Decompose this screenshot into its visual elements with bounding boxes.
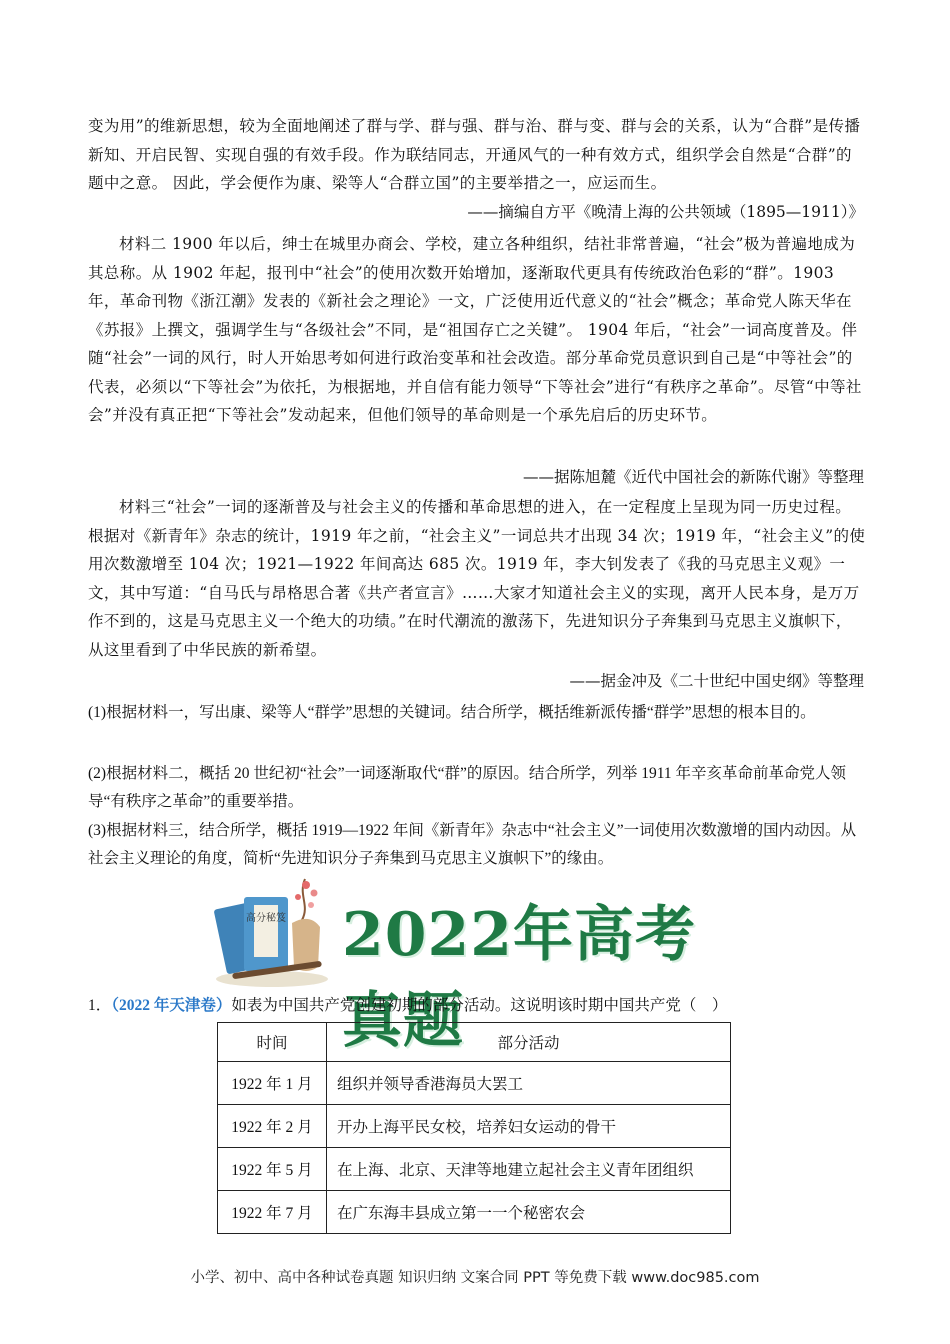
table-row	[218, 1105, 731, 1148]
book-cover-text: 高分秘笈	[246, 913, 286, 924]
cell-time: 1922 年 7 月	[218, 1191, 327, 1234]
question-1	[88, 993, 727, 1019]
books-illustration	[210, 875, 335, 990]
activities-table	[217, 1022, 731, 1234]
question-2-prompt: (2)根据材料二，概括 20 世纪初“社会”一词逐渐取代“群”的原因。结合所学，列举 1911 年辛亥革命前革命党人领导“有秩序之革命”的重要举措。	[88, 765, 847, 810]
material2-source: ——据陈旭麓《近代中国社会的新陈代谢》等整理	[522, 468, 864, 486]
cell-time: 1922 年 1 月	[218, 1062, 327, 1105]
header-time: 时间	[218, 1023, 327, 1062]
material1-source: ——摘编自方平《晚清上海的公共领域（1895—1911）》	[467, 203, 864, 221]
source-tag: （2022 年天津卷）	[111, 997, 232, 1014]
material2-text: 材料二 1900 年以后，绅士在城里办商会、学校，建立各种组织，结社非常普遍，“社会”极为普遍地成为其总称。从 1902 年起，报刊中“社会”的使用次数开始增加，逐渐取代更具有传统政治色彩的“群”。1903 年，革命刊物《浙江潮》发表的《新社会之理论》一文，广泛使用近代意义的“社会”概念；革命党人陈天华在《苏报》上撰文，强调学生与“各级社会”不同，是“祖国存亡之关键”。 1904 年后，“社会”一词高度普及。伴随“社会”一词的风行，时人开始思考如何进行政治变革和社会改造。部分革命党员意识到自己是“中等社会”的代表，必须以“下等社会”为依托，为根据地，并自信有能力领导“下等社会”进行“有秩序之革命”。尽管“中等社会”并没有真正把“下等社会”发动起来，但他们领导的革命则是一个承先启后的历史环节。	[88, 235, 862, 424]
table-row	[218, 1062, 731, 1105]
question-number: 1．	[88, 997, 112, 1014]
table-row	[218, 1191, 731, 1234]
cell-activity: 在上海、北京、天津等地建立起社会主义青年团组织	[327, 1148, 731, 1191]
banner-title: 2022年高考真题	[342, 900, 696, 1056]
cell-activity: 组织并领导香港海员大罢工	[327, 1062, 731, 1105]
cell-activity: 在广东海丰县成立第一一个秘密农会	[327, 1191, 731, 1234]
table-row	[218, 1148, 731, 1191]
question-3-prompt: (3)根据材料三，结合所学，概括 1919—1922 年间《新青年》杂志中“社会主义”一词使用次数激增的国内动因。从社会主义理论的角度，简析“先进知识分子奔集到马克思主义旗帜下”的缘由。	[88, 822, 857, 867]
table-header-row	[218, 1023, 731, 1062]
cell-time: 1922 年 2 月	[218, 1105, 327, 1148]
question-1-prompt: (1)根据材料一，写出康、梁等人“群学”思想的关键词。结合所学，概括维新派传播“群学”思想的根本目的。	[88, 704, 816, 721]
page-footer: 小学、初中、高中各种试卷真题 知识归纳 文案合同 PPT 等免费下载 www.doc985.com	[190, 1270, 760, 1286]
material1-tail-text: 变为用”的维新思想，较为全面地阐述了群与学、群与强、群与治、群与变、群与会的关系，认为“合群”是传播新知、开启民智、实现自强的有效手段。作为联结同志，开通风气的一种有效方式，组织学会自然是“合群”的题中之意。 因此，学会便作为康、梁等人“合群立国”的主要举措之一，应运而生。	[88, 117, 861, 192]
question-stem: 如表为中国共产党创建初期的部分活动。这说明该时期中国共产党（ ）	[231, 997, 728, 1014]
cell-time: 1922 年 5 月	[218, 1148, 327, 1191]
material3-text: 材料三“社会”一词的逐渐普及与社会主义的传播和革命思想的进入，在一定程度上呈现为同一历史过程。根据对《新青年》杂志的统计，1919 年之前，“社会主义”一词总共才出现 34 次；1919 年，“社会主义”的使用次数激增至 104 次；1921—1922 年间高达 685 次。1919 年，李大钊发表了《我的马克思主义观》一文，其中写道：“自马氏与昂格思合著《共产者宣言》……大家才知道社会主义的实现，离开人民本身，是万万作不到的，这是马克思主义一个绝大的功绩。”在时代潮流的激荡下，先进知识分子奔集到马克思主义旗帜下，从这里看到了中华民族的新希望。	[88, 498, 866, 659]
cell-activity: 开办上海平民女校，培养妇女运动的骨干	[327, 1105, 731, 1148]
material3-source: ——据金冲及《二十世纪中国史纲》等整理	[569, 672, 864, 690]
header-activities: 部分活动	[327, 1023, 731, 1062]
